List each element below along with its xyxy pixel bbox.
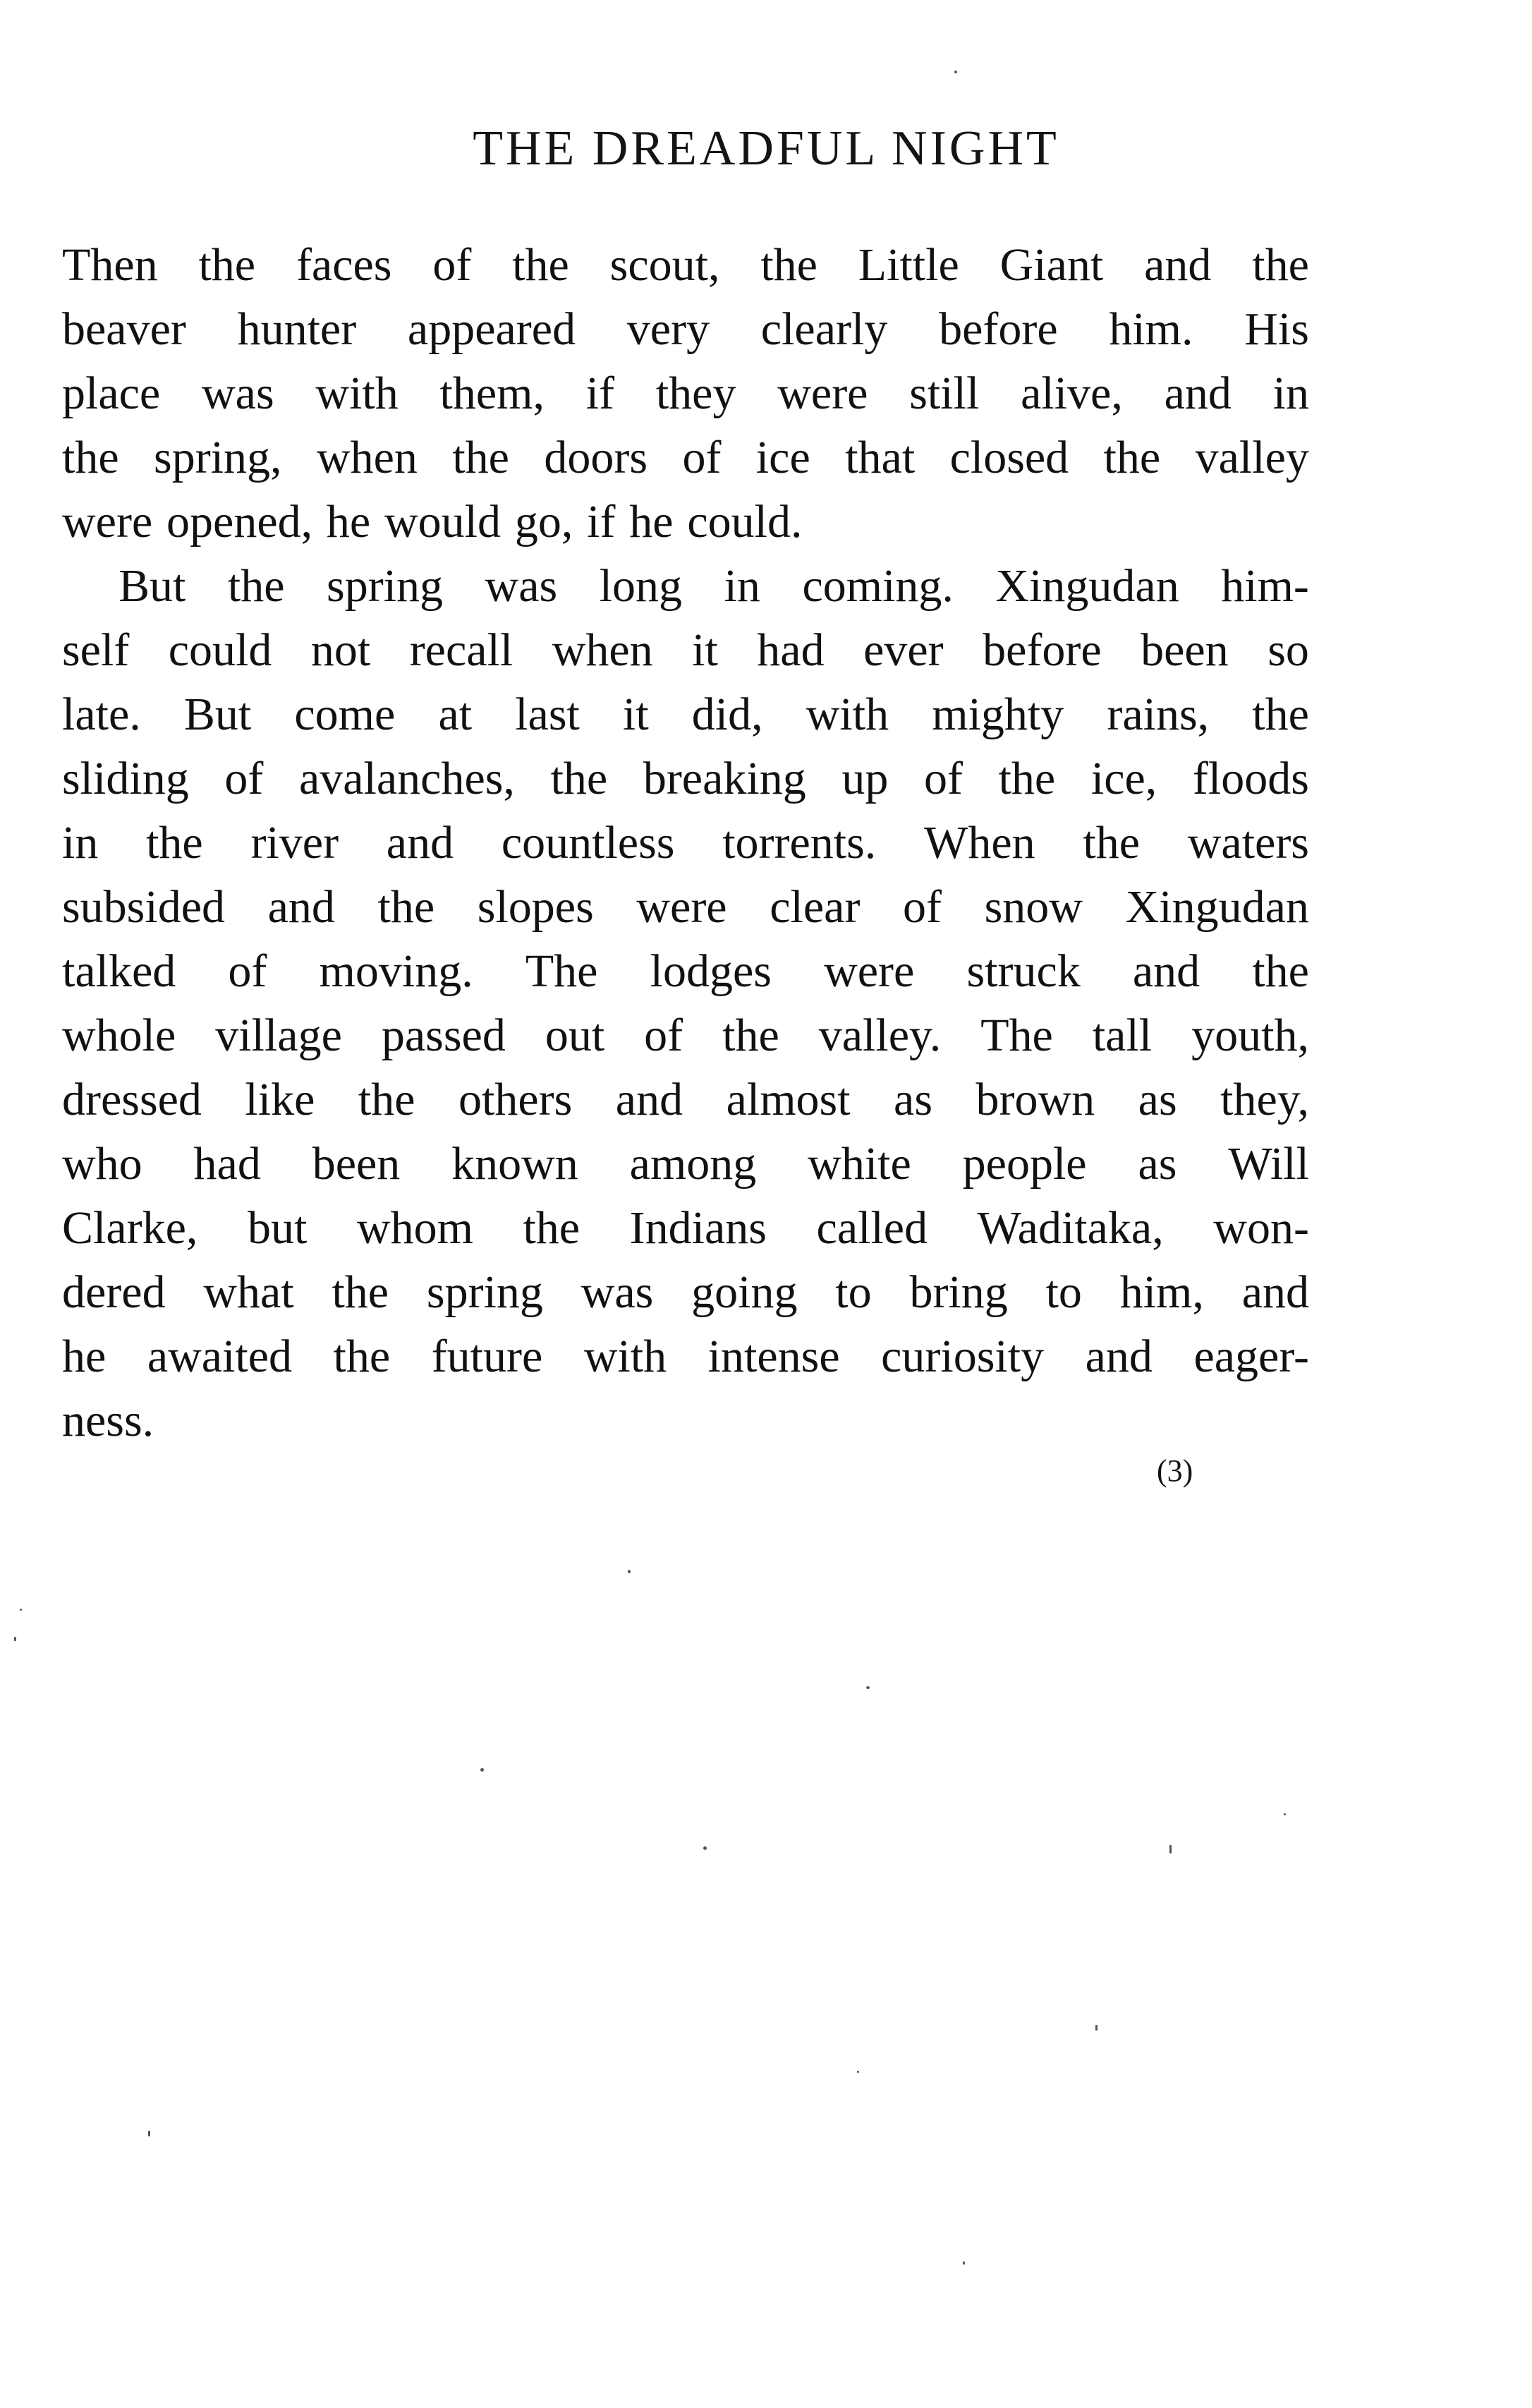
word: he: [326, 496, 371, 547]
word: curiosity: [881, 1331, 1045, 1382]
word: it: [622, 689, 649, 740]
word: the: [998, 753, 1056, 804]
word: hunter: [237, 303, 357, 355]
word: of: [923, 753, 963, 804]
scan-speck: [857, 2071, 859, 2073]
word: going: [691, 1266, 798, 1318]
scan-speck: [1095, 2025, 1098, 2031]
word: whole: [62, 1010, 176, 1061]
word: he: [62, 1331, 107, 1382]
text-line: [62, 554, 1309, 618]
word: of: [682, 432, 722, 483]
text-line: [62, 490, 1309, 554]
word: the: [146, 817, 203, 869]
word: waters: [1187, 817, 1309, 869]
word: won-: [1213, 1202, 1309, 1254]
word: torrents.: [722, 817, 877, 869]
scan-speck: [1169, 1845, 1172, 1853]
word: passed: [381, 1010, 506, 1061]
word: and: [1085, 1331, 1153, 1382]
word: valley.: [818, 1010, 942, 1061]
word: they: [655, 368, 736, 419]
word: self: [62, 624, 130, 676]
word: river: [250, 817, 339, 869]
word: with: [805, 689, 889, 740]
word: among: [629, 1138, 757, 1190]
word: place: [62, 368, 161, 419]
word: ever: [863, 624, 944, 676]
word: When: [924, 817, 1035, 869]
word: as: [894, 1074, 933, 1125]
word: long: [599, 560, 683, 612]
word: bring: [909, 1266, 1008, 1318]
scan-speck: [480, 1768, 484, 1772]
word: white: [808, 1138, 911, 1190]
word: they,: [1220, 1074, 1309, 1125]
text-line: [62, 425, 1309, 490]
word: like: [245, 1074, 315, 1125]
word: not: [310, 624, 371, 676]
word: the: [1252, 689, 1309, 740]
word: the: [1252, 239, 1309, 291]
word: late.: [62, 689, 141, 740]
word: others: [458, 1074, 573, 1125]
word: the: [333, 1331, 391, 1382]
word: and: [1144, 239, 1212, 291]
word: sliding: [62, 753, 189, 804]
word: if: [587, 496, 616, 547]
word: the: [358, 1074, 415, 1125]
word: almost: [726, 1074, 851, 1125]
word: brown: [975, 1074, 1095, 1125]
text-line: [62, 1132, 1309, 1196]
word: in: [62, 817, 99, 869]
word: intense: [707, 1331, 840, 1382]
word: at: [438, 689, 473, 740]
word: spring,: [154, 432, 282, 483]
running-head: THE DREADFUL NIGHT: [473, 121, 1059, 176]
word: the: [1083, 817, 1140, 869]
word: dressed: [62, 1074, 202, 1125]
text-line: [62, 939, 1309, 1003]
word: did,: [691, 689, 763, 740]
word: what: [203, 1266, 294, 1318]
word: Will: [1228, 1138, 1309, 1190]
word: were: [62, 496, 153, 547]
word: before: [939, 303, 1058, 355]
word: of: [903, 881, 942, 933]
text-line: [62, 1388, 1309, 1453]
text-line: [62, 233, 1309, 297]
text-line: [62, 1324, 1309, 1388]
word: spring: [327, 560, 444, 612]
word: as: [1138, 1138, 1177, 1190]
word: and: [386, 817, 454, 869]
word: in: [1272, 368, 1309, 419]
word: to: [1045, 1266, 1082, 1318]
word: would: [384, 496, 501, 547]
word: known: [451, 1138, 578, 1190]
word: recall: [409, 624, 513, 676]
word: before: [983, 624, 1102, 676]
word: awaited: [147, 1331, 293, 1382]
word: could: [168, 624, 272, 676]
word: been: [1141, 624, 1229, 676]
scan-speck: [14, 1637, 16, 1641]
word: clearly: [760, 303, 888, 355]
word: the: [452, 432, 509, 483]
word: dered: [62, 1266, 166, 1318]
word: he: [629, 496, 674, 547]
word: His: [1244, 303, 1309, 355]
body-text: [62, 233, 1309, 1453]
word: go,: [514, 496, 573, 547]
word: slopes: [477, 881, 594, 933]
word: Waditaka,: [977, 1202, 1164, 1254]
text-line: [62, 811, 1309, 875]
word: subsided: [62, 881, 225, 933]
word: were: [636, 881, 727, 933]
word: the: [1103, 432, 1161, 483]
word: the: [377, 881, 435, 933]
word: breaking: [643, 753, 806, 804]
word: closed: [949, 432, 1069, 483]
word: and: [267, 881, 335, 933]
word: out: [545, 1010, 605, 1061]
word: struck: [966, 945, 1081, 997]
word: valley: [1195, 432, 1309, 483]
word: when: [316, 432, 418, 483]
word: Then: [62, 239, 158, 291]
word: Little: [858, 239, 959, 291]
word: come: [294, 689, 396, 740]
scan-speck: [963, 2261, 965, 2265]
word: him-: [1221, 560, 1309, 612]
word: eager-: [1193, 1331, 1309, 1382]
word: the: [62, 432, 119, 483]
word: village: [215, 1010, 342, 1061]
scan-speck: [20, 1609, 22, 1611]
word: Indians: [629, 1202, 767, 1254]
word: alive,: [1021, 368, 1123, 419]
text-line: [62, 875, 1309, 939]
word: floods: [1192, 753, 1309, 804]
text-line: [62, 1003, 1309, 1067]
word: faces: [296, 239, 392, 291]
word: him,: [1119, 1266, 1204, 1318]
word: the: [332, 1266, 389, 1318]
word: The: [980, 1010, 1053, 1061]
word: ice,: [1090, 753, 1157, 804]
word: ness.: [62, 1395, 154, 1446]
scan-speck: [866, 1686, 870, 1689]
word: future: [431, 1331, 543, 1382]
word: Xingudan: [1125, 881, 1309, 933]
word: the: [512, 239, 569, 291]
word: ice: [755, 432, 810, 483]
word: as: [1138, 1074, 1177, 1125]
word: countless: [501, 817, 675, 869]
word: so: [1267, 624, 1309, 676]
word: But: [118, 560, 186, 612]
word: with: [583, 1331, 667, 1382]
word: spring: [426, 1266, 543, 1318]
word: the: [722, 1010, 779, 1061]
word: snow: [984, 881, 1083, 933]
word: the: [198, 239, 256, 291]
word: Giant: [999, 239, 1104, 291]
word: them,: [439, 368, 545, 419]
word: when: [552, 624, 653, 676]
word: the: [523, 1202, 580, 1254]
word: the: [550, 753, 608, 804]
word: up: [841, 753, 889, 804]
text-line: [62, 1260, 1309, 1324]
scan-speck: [703, 1846, 707, 1850]
word: of: [228, 945, 267, 997]
word: and: [1241, 1266, 1309, 1318]
scan-speck: [954, 71, 957, 73]
word: of: [644, 1010, 683, 1061]
text-line: [62, 361, 1309, 425]
word: still: [909, 368, 980, 419]
word: last: [515, 689, 580, 740]
word: could.: [687, 496, 803, 547]
word: appeared: [407, 303, 576, 355]
word: with: [315, 368, 399, 419]
word: whom: [356, 1202, 473, 1254]
text-line: [62, 618, 1309, 682]
word: people: [962, 1138, 1087, 1190]
word: who: [62, 1138, 142, 1190]
word: the: [227, 560, 285, 612]
word: was: [580, 1266, 654, 1318]
word: had: [757, 624, 825, 676]
word: moving.: [319, 945, 473, 997]
word: to: [835, 1266, 872, 1318]
word: had: [193, 1138, 261, 1190]
word: rains,: [1107, 689, 1210, 740]
word: the: [760, 239, 817, 291]
word: But: [183, 689, 252, 740]
word: youth,: [1191, 1010, 1309, 1061]
word: was: [485, 560, 558, 612]
word: were: [824, 945, 915, 997]
word: opened,: [166, 496, 313, 547]
word: that: [845, 432, 916, 483]
word: scout,: [609, 239, 720, 291]
scan-speck: [148, 2131, 150, 2136]
word: avalanches,: [298, 753, 515, 804]
word: of: [432, 239, 472, 291]
text-line: [62, 297, 1309, 361]
word: it: [692, 624, 718, 676]
word: lodges: [650, 945, 772, 997]
word: if: [585, 368, 615, 419]
word: the: [1252, 945, 1309, 997]
text-line: [62, 682, 1309, 746]
word: mighty: [932, 689, 1064, 740]
word: but: [248, 1202, 308, 1254]
word: and: [615, 1074, 683, 1125]
word: very: [626, 303, 710, 355]
word: talked: [62, 945, 176, 997]
word: been: [312, 1138, 401, 1190]
word: in: [724, 560, 760, 612]
word: and: [1164, 368, 1232, 419]
word: tall: [1092, 1010, 1153, 1061]
word: of: [224, 753, 264, 804]
page-number: (3): [1157, 1453, 1193, 1488]
word: was: [201, 368, 274, 419]
word: clear: [770, 881, 861, 933]
word: him.: [1109, 303, 1193, 355]
word: coming.: [802, 560, 954, 612]
text-line: [62, 1196, 1309, 1260]
word: and: [1132, 945, 1200, 997]
scan-speck: [1284, 1813, 1286, 1815]
word: called: [816, 1202, 928, 1254]
scan-speck: [628, 1570, 631, 1573]
text-line: [62, 1067, 1309, 1132]
word: Clarke,: [62, 1202, 198, 1254]
text-line: [62, 746, 1309, 811]
word: The: [525, 945, 598, 997]
word: doors: [544, 432, 648, 483]
word: beaver: [62, 303, 186, 355]
word: were: [777, 368, 868, 419]
word: Xingudan: [995, 560, 1179, 612]
